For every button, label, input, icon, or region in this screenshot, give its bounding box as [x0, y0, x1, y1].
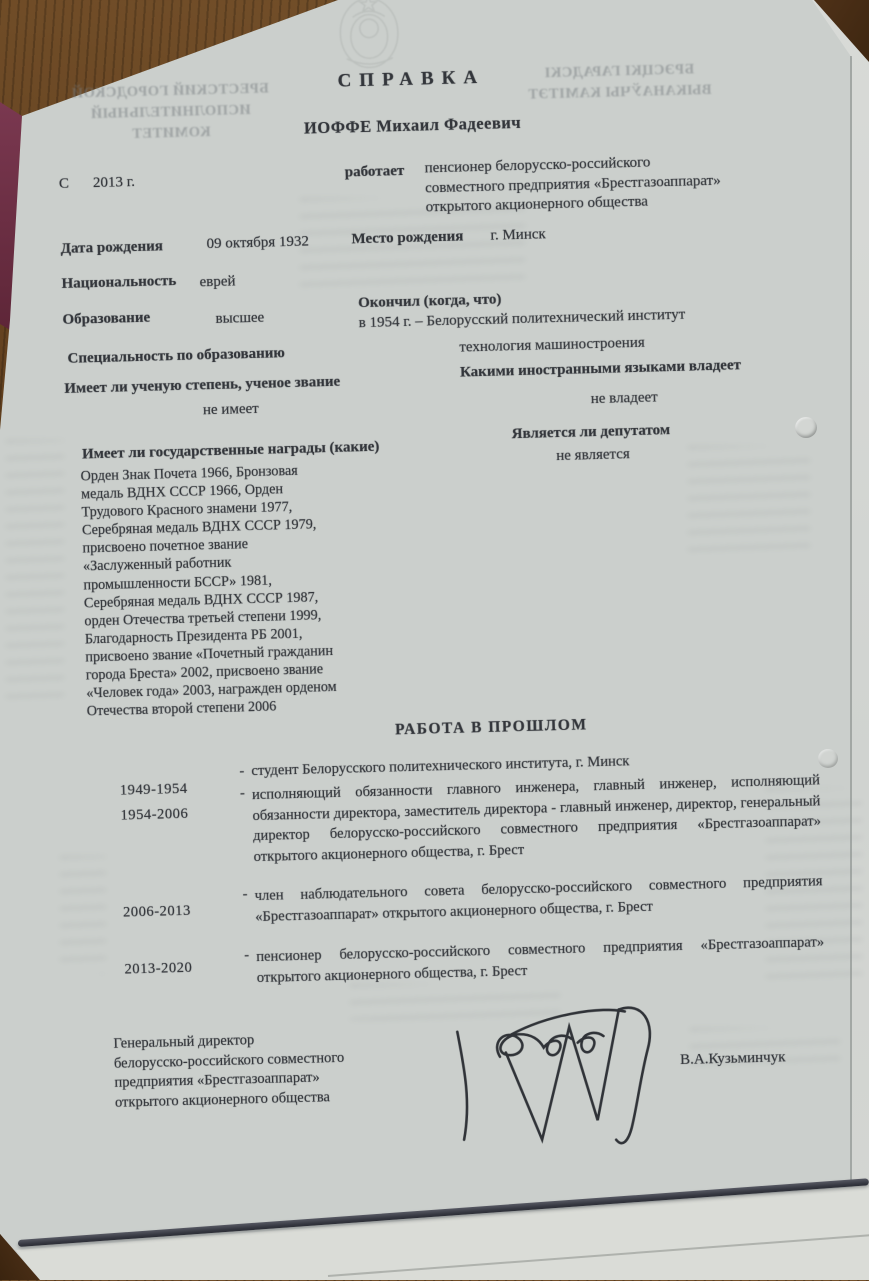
languages-label: Какими иностранными языками владеет [459, 357, 742, 381]
birth-place-label: Место рождения [351, 228, 464, 248]
work-row-period: 1949-1954 [119, 780, 188, 799]
work-row-text: студент Белорусского политехнического института, г. Минск [251, 753, 630, 780]
deputy-value: не является [556, 446, 631, 465]
work-row-dash: - [239, 763, 245, 780]
nationality-value: еврей [199, 273, 236, 291]
education-value: высшее [215, 309, 265, 327]
degree-label: Имеет ли ученую степень, ученое звание [64, 373, 341, 397]
bleed-text-left: БРЕСТСКИЙ ГОРОДСКОЙ ИСПОЛНИТЕЛЬНЫЙ КОМИТЕТ [71, 80, 270, 143]
degree-value: не имеет [202, 400, 259, 419]
work-row-dash: - [244, 947, 250, 964]
signer-position: Генеральный директор белорусско-российского совместного предприятия «Брестгазоаппарат» открытого акционерного общества [113, 1032, 345, 1111]
nationality-label: Национальность [61, 272, 177, 292]
graduated-label: Окончил (когда, что) [357, 291, 502, 312]
work-row-dash: - [242, 886, 248, 903]
awards-label: Имеет ли государственные награды (какие) [81, 438, 380, 463]
since-label: С [58, 175, 70, 192]
awards-list: Орден Знак Почета 1966, Бронзовая медаль ВДНХ СССР 1966, Орден Трудового Красного знамени 1977, Серебряная медаль ВДНХ СССР 1979, присвоено почетное звание «Заслуженный работник промышленности БССР» 1981, Серебряная медаль ВДНХ СССР 1987, орден Отечества третьей степени 1999, Благодарность Президента РБ 2001, присвоено звание «Почетный гражданин города Бреста» 2002, присвоено звание «Человек года» 2003, награжден орденом Отечества второй степени 2006 [80, 462, 337, 720]
signer-name: В.А.Кузьминчук [679, 1049, 786, 1069]
languages-value: не владеет [590, 389, 658, 408]
past-work-title: РАБОТА В ПРОШЛОМ [394, 716, 588, 739]
birth-date-value: 09 октября 1932 [206, 233, 310, 253]
graduated-value: в 1954 г. – Белорусский политехнический институт [358, 306, 686, 332]
work-row-period: 2013-2020 [124, 959, 193, 978]
handwritten-signature [447, 1000, 686, 1151]
work-row-text: исполняющий обязанности главного инженера, главный инженер, исполняющий обязанности директора, заместитель директора - главный инженер, директор, генеральный директор белорусско-российского совместного предприятия «Брестгазоаппарат» открытого акционерного общества, г. Брест [251, 772, 822, 865]
since-value: 2013 г. [92, 174, 136, 192]
education-label: Образование [62, 309, 151, 328]
specialty-value: технология машиностроения [459, 334, 645, 356]
work-row-period: 1954-2006 [120, 805, 189, 824]
person-name: ИОФФЕ Михаил Фадеевич [303, 112, 522, 138]
deputy-label: Является ли депутатом [511, 422, 671, 443]
work-row-text: пенсионер белорусско-российского совместного предприятия «Брестгазоаппарат» открытого акционерного общества, г. Брест [256, 934, 825, 986]
specialty-label: Специальность по образованию [67, 345, 286, 367]
works-label: работает [344, 162, 405, 181]
birth-place-value: г. Минск [490, 226, 546, 244]
birth-date-label: Дата рождения [60, 238, 164, 257]
work-row-dash: - [239, 785, 246, 802]
bleed-text-right: БРЭСЦКІ ГАРАДСКІ ВЫКАНАЎЧЫ КАМІТЭТ [527, 61, 712, 103]
work-row-text: член наблюдательного совета белорусско-российского совместного предприятия «Брестгазоаппарат» открытого акционерного общества, г. Брест [254, 873, 823, 925]
works-value: пенсионер белорусско-российского совместного предприятия «Брестгазоаппарат» открытого акционерного общества [424, 154, 721, 216]
work-row-period: 2006-2013 [122, 902, 191, 921]
coat-of-arms-watermark [322, 0, 416, 71]
document-title: СПРАВКА [337, 66, 486, 92]
